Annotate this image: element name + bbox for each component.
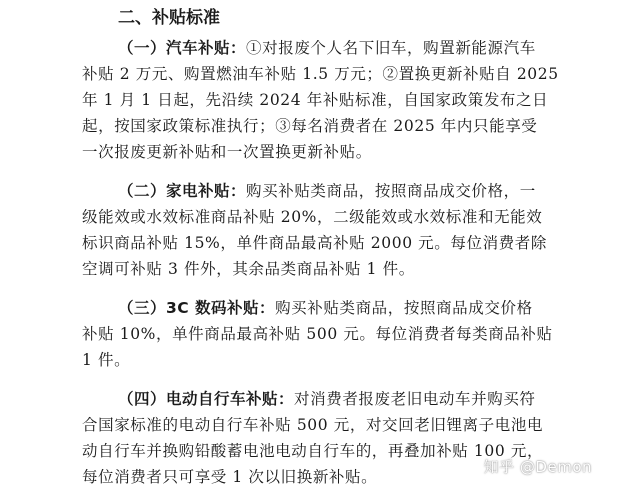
digital-subsidy-text: 购买补贴类商品，按照商品成交价格 (275, 299, 533, 317)
appliance-subsidy-lead: （二）家电补贴： (118, 182, 247, 200)
ebike-subsidy-line-4: 每位消费者只可享受 1 次以旧换新补贴。 (82, 468, 378, 486)
ebike-subsidy-line-3: 动自行车并换购铅酸蓄电池电动自行车的，再叠加补贴 100 元， (82, 442, 544, 460)
digital-subsidy-line-2: 补贴 10%，单件商品最高补贴 500 元。每位消费者每类商品补贴 (82, 325, 553, 343)
appliance-subsidy-line-2: 级能效或水效标准商品补贴 20%，二级能效或水效标准和无能效 (82, 208, 543, 226)
appliance-subsidy-line-1 (118, 180, 536, 202)
ebike-subsidy-text: 对消费者报废老旧电动车并购买符 (294, 390, 536, 408)
car-subsidy-line-2: 补贴 2 万元、购置燃油车补贴 1.5 万元；②置换更新补贴自 2025 (82, 65, 559, 83)
car-subsidy-line-4: 起，按国家政策标准执行；③每名消费者在 2025 年内只能享受 (82, 117, 538, 135)
car-subsidy-lead: （一）汽车补贴： (118, 39, 247, 57)
appliance-subsidy-line-3: 标识商品补贴 15%，单件商品最高补贴 2000 元。每位消费者除 (82, 234, 547, 252)
ebike-subsidy-line-1 (118, 388, 536, 410)
car-subsidy-text: ①对报废个人名下旧车，购置新能源汽车 (246, 39, 536, 57)
watermark: 知乎 @Demon (483, 458, 592, 476)
car-subsidy-line-1 (118, 37, 536, 59)
car-subsidy-line-3: 年 1 月 1 日起，先沿续 2024 年补贴标准，自国家政策发布之日 (82, 91, 549, 109)
ebike-subsidy-line-2: 合国家标准的电动自行车补贴 500 元，对交回老旧锂离子电池电 (82, 416, 544, 434)
digital-subsidy-line-1 (118, 297, 533, 319)
car-subsidy-line-5: 一次报废更新补贴和一次置换更新补贴。 (82, 143, 372, 161)
digital-subsidy-line-3: 1 件。 (82, 351, 131, 369)
appliance-subsidy-text: 购买补贴类商品，按照商品成交价格，一 (246, 182, 536, 200)
digital-subsidy-lead: （三）3C 数码补贴： (118, 299, 276, 317)
section-title: 二、补贴标准 (118, 8, 220, 28)
ebike-subsidy-lead: （四）电动自行车补贴： (118, 390, 295, 408)
appliance-subsidy-line-4: 空调可补贴 3 件外，其余品类商品补贴 1 件。 (82, 260, 415, 278)
